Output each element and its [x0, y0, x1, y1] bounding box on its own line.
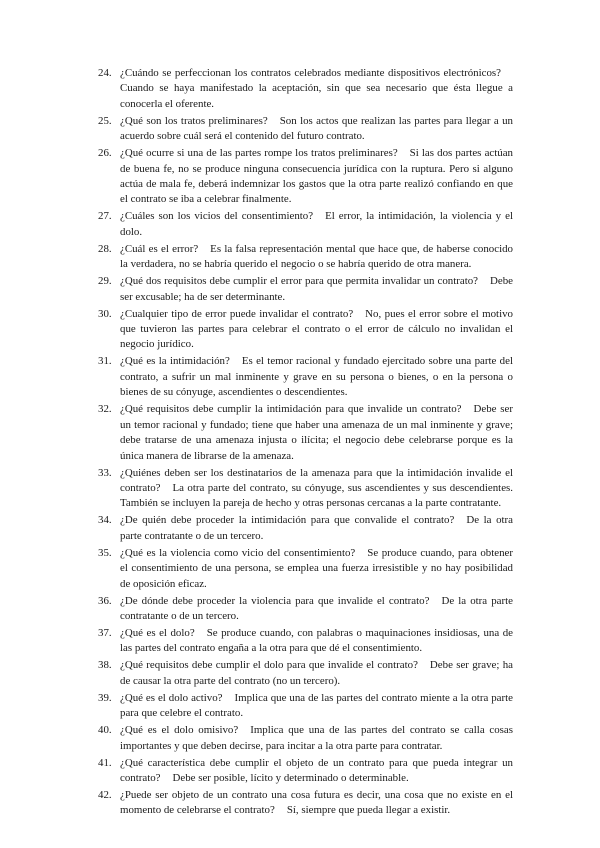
question-text: ¿Cuándo se perfeccionan los contratos celebrados mediante dispositivos electrónicos?	[120, 67, 501, 79]
qa-item	[98, 756, 513, 787]
answer-text: Es el temor racional y fundado ejercitado sobre una parte del contrato, a sufrir un mal inminente y grave en su persona o bienes, o en la persona o bienes de su cónyuge, ascendientes o descendientes.	[120, 355, 513, 399]
item-number: 33.	[98, 466, 112, 479]
item-number: 28.	[98, 242, 112, 255]
item-number: 30.	[98, 307, 112, 320]
question-text: ¿Qué es el dolo?	[120, 626, 195, 639]
qa-item	[98, 146, 513, 208]
qa-item	[98, 307, 513, 353]
item-number: 31.	[98, 355, 112, 368]
question-text: ¿Qué es la intimidación?	[120, 355, 230, 368]
answer-text: Si las dos partes actúan de buena fe, no se produce ninguna consecuencia jurídica con la ruptura. Pero si alguno actúa de mala fe, deberá indemnizar los gastos que la otra parte realizó confiando en que el contrato se iba a celebrar finalmente.	[120, 147, 513, 206]
qa-item	[98, 242, 513, 273]
answer-text: Debe ser grave; ha de causar la otra parte del contrato (no un tercero).	[120, 659, 513, 687]
answer-text: La otra parte del contrato, su cónyuge, sus ascendientes y sus descendientes. También se incluyen la pareja de hecho y otras personas cercanas a la parte contratante.	[120, 481, 513, 510]
question-text: ¿Cualquier tipo de error puede invalidar el contrato?	[120, 307, 354, 320]
item-number: 27.	[98, 210, 112, 223]
answer-text: De la otra parte contratante o de un tercero.	[120, 594, 513, 622]
question-text: ¿Qué requisitos debe cumplir la intimidación para que invalide un contrato?	[120, 403, 462, 416]
item-number: 24.	[98, 67, 112, 79]
question-text: ¿Qué es la violencia como vicio del consentimiento?	[120, 546, 356, 559]
answer-text: Se produce cuando, para obtener el consentimiento de una persona, se emplea una fuerza irresistible y no hay posibilidad de oposición eficaz.	[120, 546, 513, 590]
answer-text: El error, la intimidación, la violencia y el dolo.	[120, 210, 513, 238]
question-text: ¿Qué es el dolo activo?	[120, 691, 223, 704]
question-text: ¿Qué dos requisitos debe cumplir el error para que permita invalidar un contrato?	[120, 275, 479, 288]
qa-item	[98, 658, 513, 689]
qa-item	[98, 546, 513, 592]
question-text: ¿Puede ser objeto de un contrato una cosa futura es decir, una cosa que no existe en el momento de celebrarse el contrato?	[120, 788, 513, 817]
answer-text: Debe ser un temor racional y fundado; tiene que haber una amenaza de un mal inminente y grave; debe tratarse de una amenaza injusta o ilícita; el negocio debe celebrarse porque es la única manera de librarse de la amenaza.	[120, 403, 513, 462]
answer-text: Es la falsa representación mental que hace que, de haberse conocido la verdadera, no se habría querido el negocio o se habría querido de otra manera.	[120, 242, 513, 271]
qa-item	[98, 114, 513, 145]
item-number: 39.	[98, 691, 112, 704]
qa-item	[98, 209, 513, 240]
item-number: 34.	[98, 514, 112, 527]
question-text: ¿Cuáles son los vicios del consentimiento?	[120, 210, 314, 223]
qa-item	[98, 66, 513, 112]
answer-text: Implica que una de las partes del contrato se calla cosas importantes y que deben decirse, para incitar a la otra parte para contratar.	[120, 724, 513, 752]
answer-text: Cuando se haya manifestado la aceptación, sin que sea necesario que ésta llegue a conocerla el oferente.	[120, 82, 513, 110]
answer-text: Debe ser excusable; ha de ser determinante.	[120, 275, 513, 303]
document-page	[0, 66, 600, 820]
qa-item	[98, 274, 513, 305]
question-text: ¿Qué ocurre si una de las partes rompe los tratos preliminares?	[120, 147, 398, 160]
item-number: 41.	[98, 756, 112, 769]
answer-text: Son los actos que realizan las partes para llegar a un acuerdo sobre cuál será el contenido del futuro contrato.	[120, 114, 513, 143]
item-number: 35.	[98, 546, 112, 559]
question-text: ¿Qué es el dolo omisivo?	[120, 724, 239, 737]
question-text: ¿De quién debe proceder la intimidación para que convalide el contrato?	[120, 514, 455, 527]
qa-item	[98, 788, 513, 819]
question-text: ¿De dónde debe proceder la violencia para que invalide el contrato?	[120, 594, 430, 607]
answer-text: Debe ser posible, lícito y determinado o determinable.	[172, 771, 409, 784]
qa-item	[98, 513, 514, 544]
item-number: 32.	[98, 403, 112, 416]
answer-text: No, pues el error sobre el motivo que tuvieron las partes para celebrar el contrato o el error de cálculo no invalidan el negocio jurídico.	[120, 307, 513, 351]
qa-item	[98, 594, 513, 625]
answer-text: Sí, siempre que pueda llegar a existir.	[286, 804, 451, 817]
qa-item	[98, 626, 513, 657]
answer-text: Implica que una de las partes del contrato miente a la otra parte para que celebre el contrato.	[120, 691, 513, 720]
item-number: 26.	[98, 147, 112, 160]
question-text: ¿Cuál es el error?	[120, 242, 199, 255]
item-number: 38.	[98, 659, 112, 672]
item-number: 25.	[98, 114, 112, 127]
item-number: 29.	[98, 275, 112, 288]
item-number: 40.	[98, 724, 112, 737]
qa-item	[98, 466, 513, 512]
question-text: ¿Qué característica debe cumplir el objeto de un contrato para que pueda integrar un contrato?	[120, 756, 513, 784]
item-number: 37.	[98, 626, 112, 639]
item-number: 36.	[98, 594, 112, 607]
qa-item	[98, 354, 513, 400]
answer-text: De la otra parte contratante o de un tercero.	[120, 514, 514, 542]
item-number: 42.	[98, 788, 112, 801]
answer-text: Se produce cuando, con palabras o maquinaciones insidiosas, una de las partes del contrato engaña a la otra para que dé el consentimiento.	[120, 626, 513, 655]
qa-item	[98, 691, 513, 722]
question-text: ¿Qué son los tratos preliminares?	[120, 114, 268, 127]
question-text: ¿Qué requisitos debe cumplir el dolo para que invalide el contrato?	[120, 659, 418, 672]
qa-item	[98, 723, 513, 754]
qa-item	[98, 402, 513, 464]
question-text: ¿Quiénes deben ser los destinatarios de la amenaza para que la intimidación invalide el contrato?	[120, 466, 513, 494]
